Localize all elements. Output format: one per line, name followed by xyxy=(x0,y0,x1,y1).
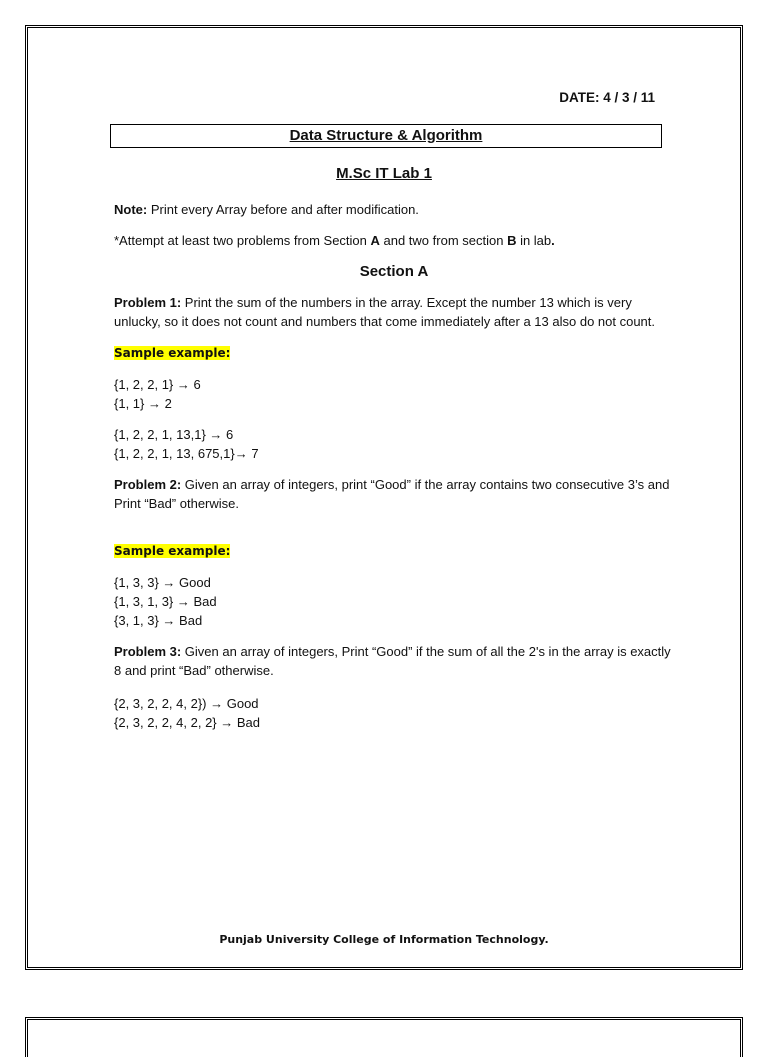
problem-3 xyxy=(114,642,674,680)
sample-label-highlight: Sample example: xyxy=(114,346,231,360)
problem-2-sample-label xyxy=(114,541,674,561)
document-title: Data Structure & Algorithm xyxy=(110,124,662,148)
problem-3-text: Given an array of integers, Print “Good” if the sum of all the 2's in the array is exactly 8 and print “Bad” otherwise. xyxy=(114,644,671,678)
problem-2 xyxy=(114,475,674,513)
page-border xyxy=(25,25,743,970)
problem-1 xyxy=(114,293,674,331)
attempt-end: . xyxy=(551,233,555,248)
document-body xyxy=(114,200,674,732)
problem-3-label: Problem 3: xyxy=(114,644,182,659)
example-line: {2, 3, 2, 2, 4, 2, 2} → Bad xyxy=(114,715,260,730)
attempt-paragraph xyxy=(114,231,674,250)
attempt-text-3: in lab xyxy=(516,233,552,248)
problem-1-sample-label xyxy=(114,343,674,363)
section-a-heading: Section A xyxy=(359,263,429,280)
problem-1-label: Problem 1: xyxy=(114,295,182,310)
footer-text: Punjab University College of Information Technology. xyxy=(219,933,549,946)
document-subtitle: M.Sc IT Lab 1 xyxy=(336,165,432,182)
sample-label-highlight: Sample example: xyxy=(114,544,231,558)
example-line: {1, 1} → 2 xyxy=(114,396,172,411)
example-line: {1, 2, 2, 1, 13,1} → 6 xyxy=(114,427,234,442)
attempt-section-b: B xyxy=(507,233,517,248)
date-label: DATE: 4 / 3 / 11 xyxy=(559,90,655,105)
note-paragraph xyxy=(114,200,674,219)
problem-2-text: Given an array of integers, print “Good” if the array contains two consecutive 3’s and Print “Bad” otherwise. xyxy=(114,477,670,511)
problem-1-text: Print the sum of the numbers in the array. Except the number 13 which is very unlucky, so it does not count and numbers that come immediately after a 13 also do not count. xyxy=(114,295,656,329)
example-line: {1, 3, 1, 3} → Bad xyxy=(114,594,217,609)
example-line: {2, 3, 2, 2, 4, 2}) → Good xyxy=(114,696,259,711)
attempt-text-2: and two from section xyxy=(379,233,508,248)
example-line: {1, 3, 3} → Good xyxy=(114,575,211,590)
note-text: Print every Array before and after modification. xyxy=(147,202,419,217)
note-label: Note: xyxy=(114,202,148,217)
example-line: {3, 1, 3} → Bad xyxy=(114,613,203,628)
example-line: {1, 2, 2, 1, 13, 675,1}→ 7 xyxy=(114,446,259,461)
example-line: {1, 2, 2, 1} → 6 xyxy=(114,377,201,392)
problem-2-label: Problem 2: xyxy=(114,477,182,492)
attempt-text-1: *Attempt at least two problems from Section xyxy=(114,233,371,248)
next-page-border xyxy=(25,1017,743,1057)
attempt-section-a: A xyxy=(370,233,380,248)
